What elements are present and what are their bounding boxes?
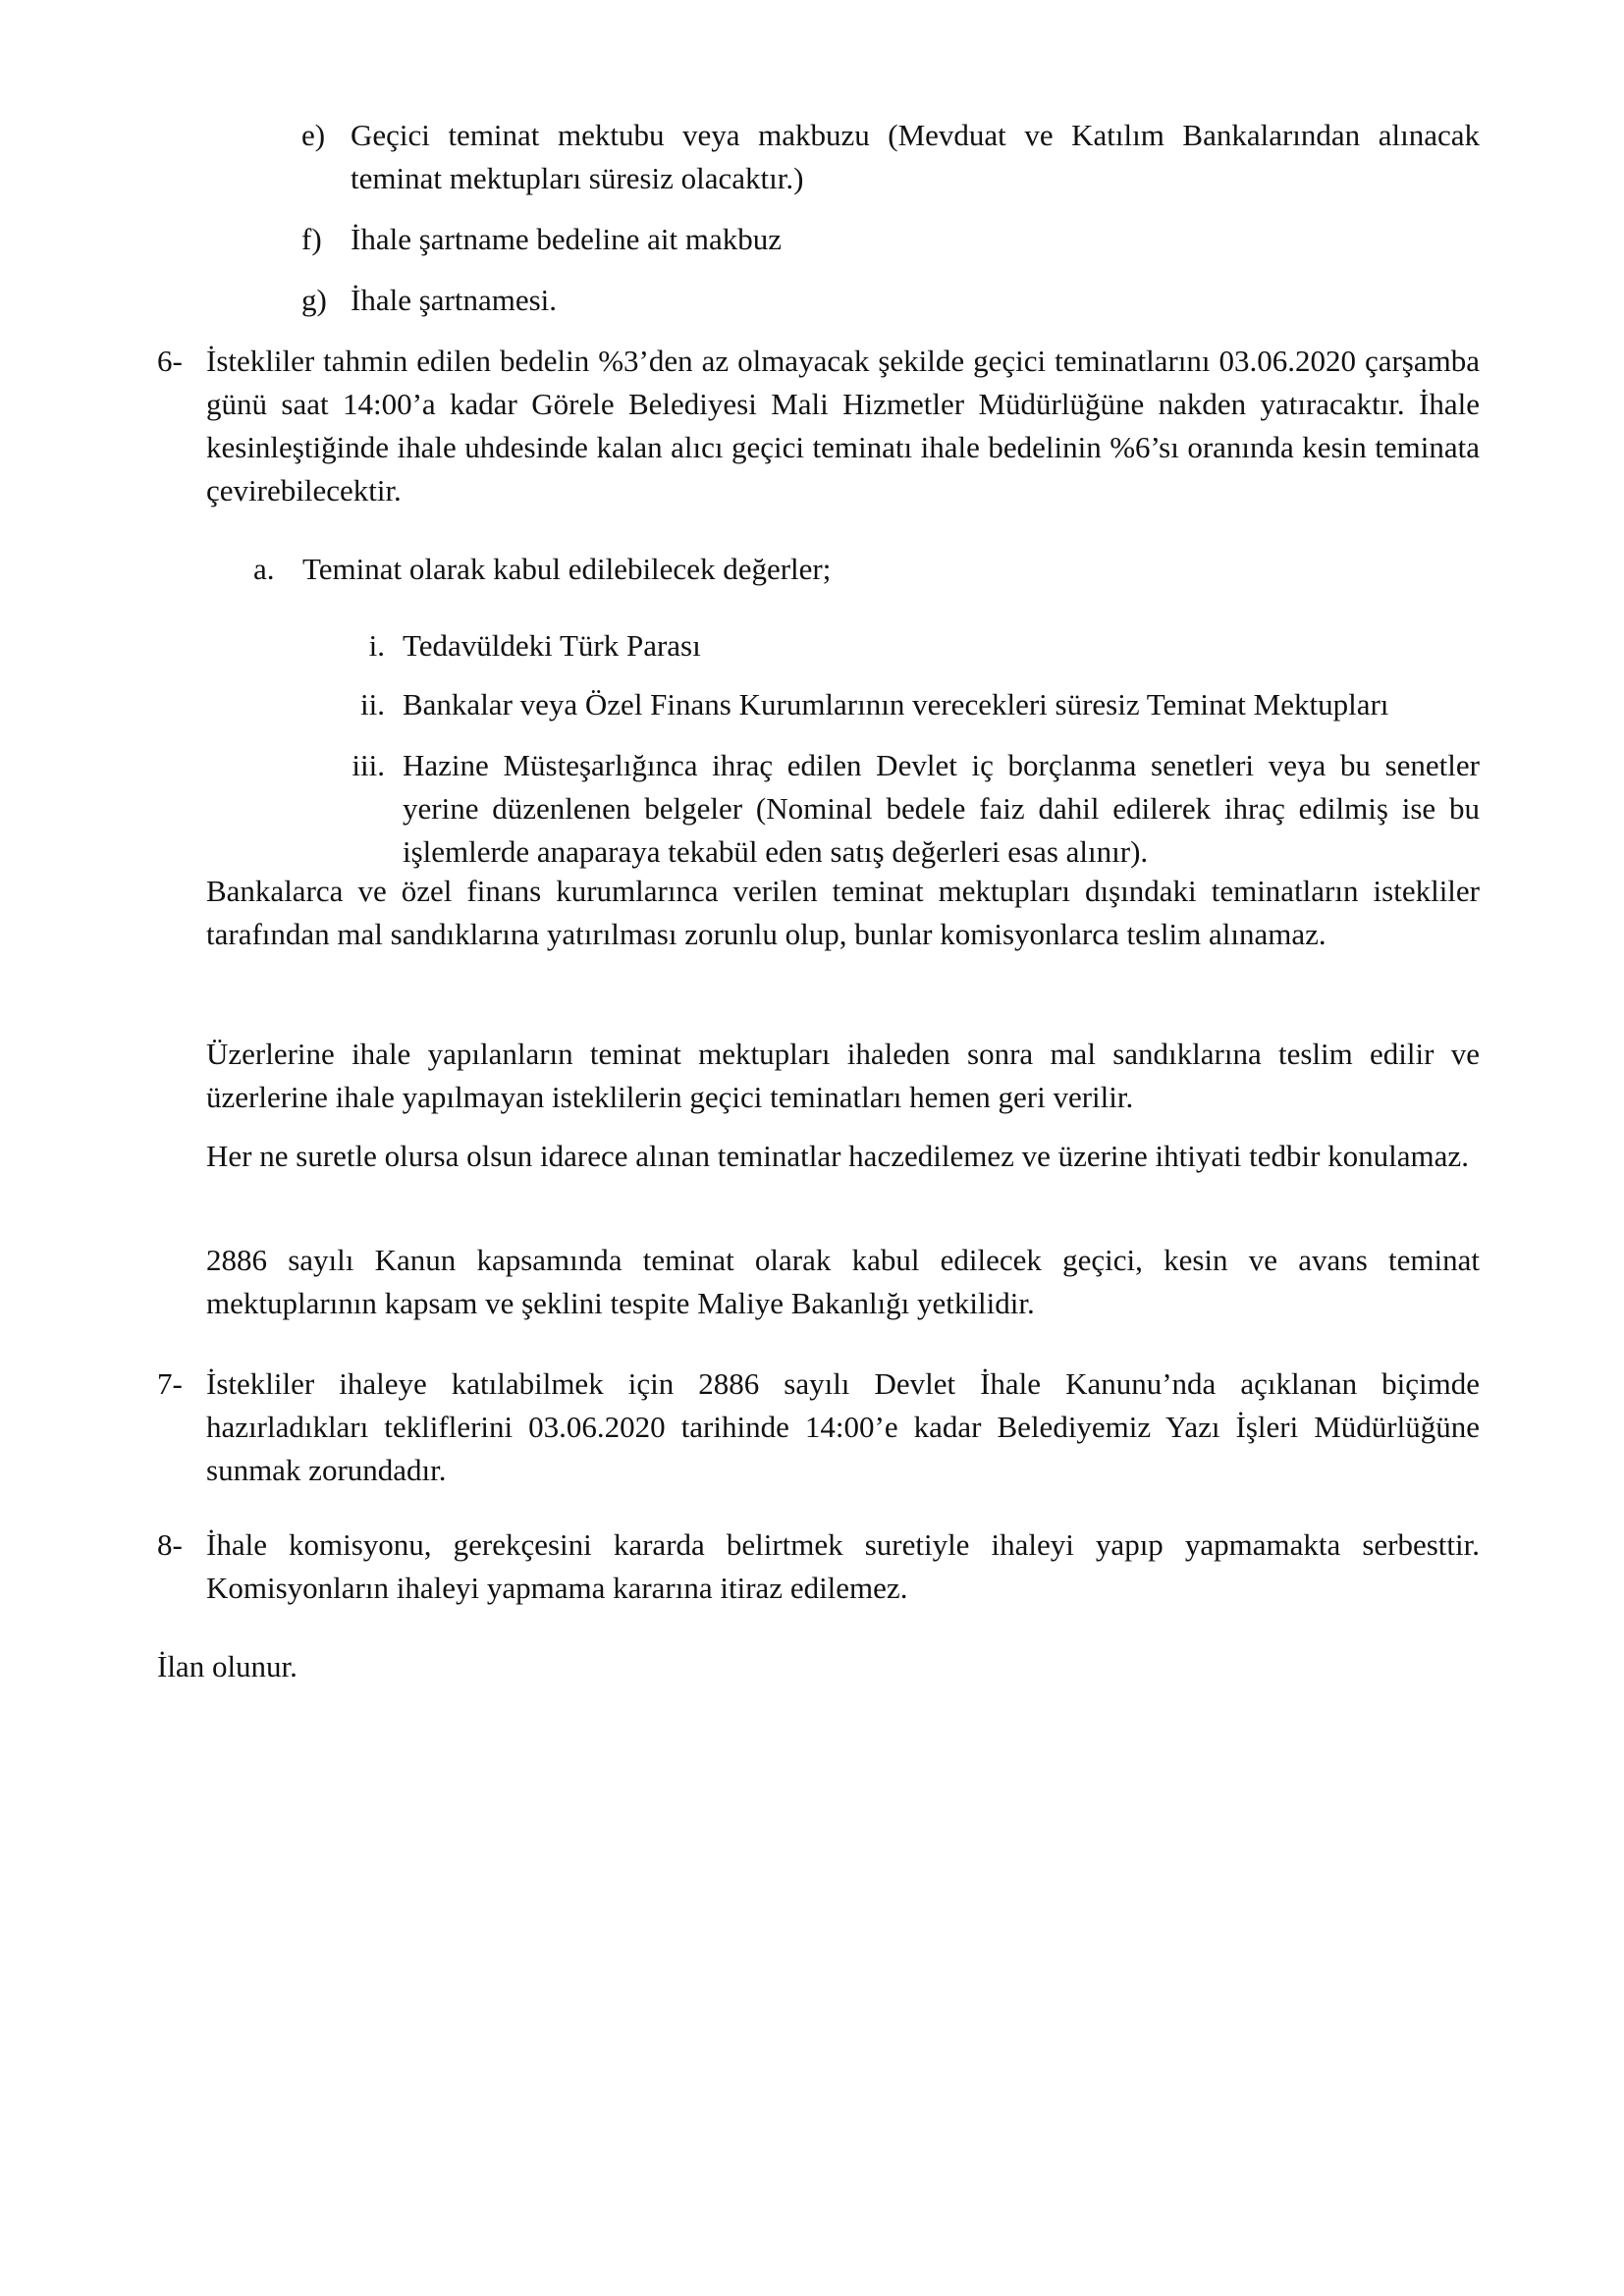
numbered-item-8 (157, 1523, 1480, 1610)
paragraph-guarantee-return: Üzerlerine ihale yapılanların teminat mektupları ihaleden sonra mal sandıklarına teslim edilir ve üzerlerine ihale yapılmayan isteklilerin geçici teminatları hemen geri verilir. (206, 1037, 1480, 1114)
numbered-item-6 (157, 340, 1480, 512)
roman-item-iii (334, 744, 1480, 874)
list-item-f (301, 218, 1480, 261)
list-item-e (301, 114, 1480, 200)
paragraph-guarantee-deposit: Bankalarca ve özel finans kurumlarınca verilen teminat mektupları dışındaki teminatların istekliler tarafından mal sandıklarına yatırılması zorunlu olup, bunlar komisyonlarca teslim alınamaz. (206, 874, 1480, 951)
item-text: İstekliler tahmin edilen bedelin %3’den az olmayacak şekilde geçici teminatlarını 03.06.2020 çarşamba günü saat 14:00’a kadar Görele Belediyesi Mali Hizmetler Müdürlüğüne nakden yatıracaktır. İhale kesinleştiğinde ihale uhdesinde kalan alıcı geçici teminatı ihale bedelinin %6’sı oranında kesin teminata çevirebilecektir. (206, 344, 1480, 507)
roman-item-ii (334, 683, 1480, 726)
paragraph-law-2886: 2886 sayılı Kanun kapsamında teminat olarak kabul edilecek geçici, kesin ve avans teminat mektuplarının kapsam ve şeklini tespite Maliye Bakanlığı yetkilidir. (206, 1243, 1480, 1320)
roman-text: Bankalar veya Özel Finans Kurumlarının verecekleri süresiz Teminat Mektupları (403, 687, 1389, 721)
item-text: İstekliler ihaleye katılabilmek için 2886 sayılı Devlet İhale Kanunu’nda açıklanan biçimde hazırladıkları tekliflerini 03.06.2020 tarihinde 14:00’e kadar Belediyemiz Yazı İşleri Müdürlüğüne sunmak zorundadır. (206, 1366, 1480, 1487)
numbered-item-7 (157, 1362, 1480, 1492)
list-marker: e) (301, 118, 326, 152)
roman-marker: i. (368, 628, 385, 663)
list-marker: f) (301, 222, 322, 256)
list-text: İhale şartname bedeline ait makbuz (351, 222, 782, 256)
sub-item-a (253, 548, 1480, 591)
roman-marker: ii. (360, 687, 385, 721)
paragraph-guarantee-seizure: Her ne suretle olursa olsun idarece alınan teminatlar haczedilemez ve üzerine ihtiyati tedbir konulamaz. (206, 1139, 1469, 1173)
roman-item-i (334, 624, 1480, 667)
item-number: 6- (157, 344, 183, 378)
roman-marker: iii. (352, 748, 385, 782)
list-marker: g) (301, 283, 327, 317)
list-item-g (301, 279, 1480, 322)
closing-line: İlan olunur. (157, 1649, 298, 1683)
list-text: Geçici teminat mektubu veya makbuzu (Mevduat ve Katılım Bankalarından alınacak teminat mektupları süresiz olacaktır.) (351, 118, 1480, 195)
roman-text: Hazine Müsteşarlığınca ihraç edilen Devlet iç borçlanma senetleri veya bu senetler yerine düzenlenen belgeler (Nominal bedele faiz dahil edilerek ihraç edilmiş ise bu işlemlerde anaparaya tekabül eden satış değerleri esas alınır). (403, 748, 1480, 869)
item-number: 7- (157, 1366, 183, 1401)
sub-item-text: Teminat olarak kabul edilebilecek değerler; (302, 552, 832, 586)
item-text: İhale komisyonu, gerekçesini kararda belirtmek suretiyle ihaleyi yapıp yapmamakta serbesttir. Komisyonların ihaleyi yapmama kararına itiraz edilemez. (206, 1527, 1480, 1605)
list-text: İhale şartnamesi. (351, 283, 558, 317)
roman-text: Tedavüldeki Türk Parası (403, 628, 701, 663)
sub-item-marker: a. (253, 552, 275, 586)
item-number: 8- (157, 1527, 183, 1562)
